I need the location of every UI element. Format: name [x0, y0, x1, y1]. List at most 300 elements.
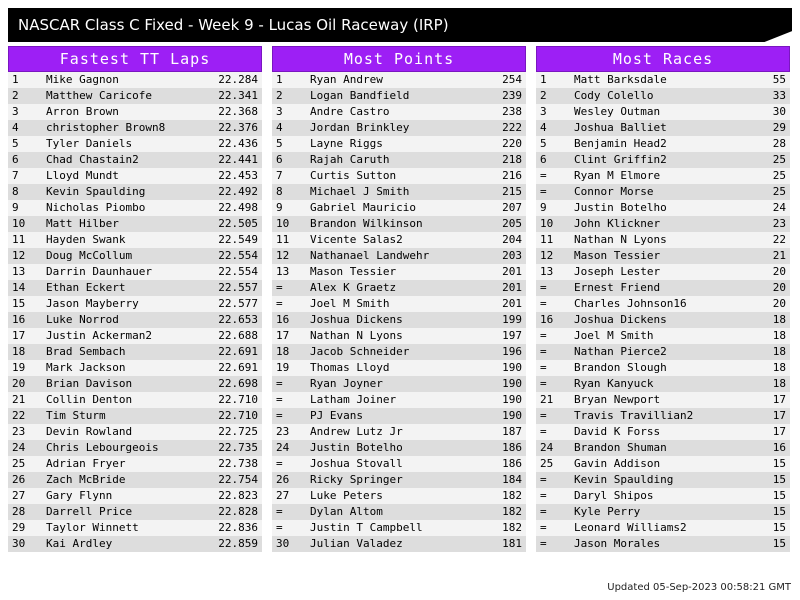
row-value: 33: [772, 89, 786, 102]
panel-most-points: [272, 46, 526, 552]
row-position: 5: [276, 137, 283, 150]
row-position: =: [276, 521, 283, 534]
row-value: 207: [502, 201, 522, 214]
table-row: [536, 248, 790, 264]
row-value: 254: [502, 73, 522, 86]
row-position: =: [540, 505, 547, 518]
table-row: [8, 440, 262, 456]
row-value: 22.698: [218, 377, 258, 390]
row-position: 9: [12, 201, 19, 214]
row-position: 15: [12, 297, 26, 310]
row-driver-name: Darrell Price: [46, 505, 133, 518]
table-row: [272, 280, 526, 296]
row-value: 204: [502, 233, 522, 246]
row-value: 17: [772, 425, 786, 438]
row-position: =: [540, 281, 547, 294]
row-value: 18: [772, 361, 786, 374]
row-driver-name: Matt Hilber: [46, 217, 119, 230]
row-position: =: [540, 345, 547, 358]
row-value: 239: [502, 89, 522, 102]
row-value: 22.577: [218, 297, 258, 310]
row-driver-name: Justin Botelho: [574, 201, 667, 214]
row-driver-name: Mason Tessier: [310, 265, 397, 278]
row-position: 28: [12, 505, 26, 518]
panel-most-races: [536, 46, 790, 552]
table-row: [8, 248, 262, 264]
row-driver-name: Luke Peters: [310, 489, 383, 502]
row-driver-name: Gavin Addison: [574, 457, 661, 470]
table-row: [272, 88, 526, 104]
table-row: [272, 200, 526, 216]
panel-title: Most Points: [343, 50, 455, 68]
row-driver-name: Chris Lebourgeois: [46, 441, 159, 454]
row-value: 22.653: [218, 313, 258, 326]
row-position: 21: [12, 393, 26, 406]
table-row: [8, 264, 262, 280]
table-row: [8, 216, 262, 232]
row-driver-name: Arron Brown: [46, 105, 119, 118]
row-driver-name: Mark Jackson: [46, 361, 126, 374]
row-driver-name: Wesley Outman: [574, 105, 661, 118]
stats-columns: [8, 46, 792, 552]
row-position: 3: [540, 105, 547, 118]
row-position: =: [540, 185, 547, 198]
row-position: 24: [12, 441, 26, 454]
row-value: 30: [772, 105, 786, 118]
row-driver-name: Devin Rowland: [46, 425, 133, 438]
row-driver-name: Lloyd Mundt: [46, 169, 119, 182]
table-row: [8, 232, 262, 248]
row-driver-name: Julian Valadez: [310, 537, 403, 550]
page-title: NASCAR Class C Fixed - Week 9 - Lucas Oil Raceway (IRP): [18, 16, 449, 34]
row-driver-name: Ethan Eckert: [46, 281, 126, 294]
row-value: 197: [502, 329, 522, 342]
row-position: 18: [276, 345, 290, 358]
row-value: 186: [502, 441, 522, 454]
row-driver-name: Rajah Caruth: [310, 153, 390, 166]
row-value: 15: [772, 521, 786, 534]
row-driver-name: Joel M Smith: [574, 329, 654, 342]
row-driver-name: Kai Ardley: [46, 537, 113, 550]
row-driver-name: Ryan Kanyuck: [574, 377, 654, 390]
row-driver-name: Leonard Williams2: [574, 521, 687, 534]
row-value: 184: [502, 473, 522, 486]
row-driver-name: John Klickner: [574, 217, 661, 230]
table-row: [536, 344, 790, 360]
row-value: 22.836: [218, 521, 258, 534]
row-position: 30: [12, 537, 26, 550]
row-position: 12: [12, 249, 26, 262]
row-driver-name: David K Forss: [574, 425, 661, 438]
table-row: [272, 264, 526, 280]
table-row: [536, 520, 790, 536]
table-row: [536, 488, 790, 504]
row-value: 22.691: [218, 345, 258, 358]
table-row: [536, 504, 790, 520]
table-row: [272, 168, 526, 184]
table-row: [272, 376, 526, 392]
row-position: =: [276, 409, 283, 422]
row-value: 28: [772, 137, 786, 150]
table-row: [8, 344, 262, 360]
table-row: [8, 168, 262, 184]
table-row: [8, 296, 262, 312]
row-driver-name: Curtis Sutton: [310, 169, 397, 182]
row-driver-name: Mason Tessier: [574, 249, 661, 262]
table-fastest-tt-laps: [8, 72, 262, 552]
table-row: [536, 456, 790, 472]
table-row: [8, 488, 262, 504]
row-driver-name: Adrian Fryer: [46, 457, 126, 470]
row-position: =: [276, 297, 283, 310]
row-driver-name: Nicholas Piombo: [46, 201, 146, 214]
row-position: 25: [540, 457, 554, 470]
row-position: =: [276, 505, 283, 518]
row-value: 203: [502, 249, 522, 262]
row-position: 17: [276, 329, 290, 342]
row-value: 17: [772, 409, 786, 422]
row-value: 18: [772, 313, 786, 326]
row-driver-name: Kevin Spaulding: [46, 185, 146, 198]
row-driver-name: Travis Travillian2: [574, 409, 694, 422]
row-position: 3: [12, 105, 19, 118]
table-row: [272, 504, 526, 520]
row-driver-name: Kevin Spaulding: [574, 473, 674, 486]
table-row: [272, 456, 526, 472]
row-position: 27: [276, 489, 290, 502]
row-position: =: [540, 329, 547, 342]
table-most-points: [272, 72, 526, 552]
panel-fastest-tt-laps: [8, 46, 262, 552]
row-position: 6: [540, 153, 547, 166]
row-position: 13: [540, 265, 554, 278]
row-position: =: [540, 537, 547, 550]
row-position: 21: [540, 393, 554, 406]
table-row: [272, 248, 526, 264]
row-position: 14: [12, 281, 26, 294]
row-position: 12: [276, 249, 290, 262]
row-driver-name: Dylan Altom: [310, 505, 383, 518]
row-value: 22.436: [218, 137, 258, 150]
row-driver-name: Michael J Smith: [310, 185, 410, 198]
row-position: 9: [540, 201, 547, 214]
table-row: [536, 232, 790, 248]
row-driver-name: Justin Botelho: [310, 441, 403, 454]
row-value: 186: [502, 457, 522, 470]
row-position: 10: [540, 217, 554, 230]
row-driver-name: Layne Riggs: [310, 137, 383, 150]
row-position: 25: [12, 457, 26, 470]
table-row: [272, 104, 526, 120]
table-row: [536, 120, 790, 136]
table-row: [8, 472, 262, 488]
row-value: 25: [772, 169, 786, 182]
row-position: 13: [276, 265, 290, 278]
row-value: 199: [502, 313, 522, 326]
panel-title: Most Races: [612, 50, 714, 68]
row-value: 190: [502, 361, 522, 374]
row-position: =: [276, 457, 283, 470]
table-row: [272, 72, 526, 88]
row-position: 11: [12, 233, 26, 246]
updated-timestamp: Updated 05-Sep-2023 00:58:21 GMT: [607, 582, 791, 593]
table-row: [272, 440, 526, 456]
row-driver-name: Daryl Shipos: [574, 489, 654, 502]
row-value: 18: [772, 377, 786, 390]
table-row: [536, 312, 790, 328]
row-position: 6: [12, 153, 19, 166]
row-value: 20: [772, 297, 786, 310]
row-driver-name: Matt Barksdale: [574, 73, 667, 86]
row-driver-name: Joseph Lester: [574, 265, 661, 278]
row-value: 22.453: [218, 169, 258, 182]
row-position: =: [540, 409, 547, 422]
row-position: =: [540, 489, 547, 502]
row-position: =: [540, 425, 547, 438]
row-driver-name: Nathan N Lyons: [574, 233, 667, 246]
table-row: [8, 280, 262, 296]
row-value: 22.828: [218, 505, 258, 518]
table-row: [272, 424, 526, 440]
row-value: 22: [772, 233, 786, 246]
row-driver-name: Joshua Stovall: [310, 457, 403, 470]
row-value: 22.738: [218, 457, 258, 470]
row-position: 11: [276, 233, 290, 246]
row-value: 22.725: [218, 425, 258, 438]
row-position: =: [540, 473, 547, 486]
row-value: 187: [502, 425, 522, 438]
row-driver-name: Gary Flynn: [46, 489, 113, 502]
table-row: [272, 136, 526, 152]
table-row: [536, 216, 790, 232]
row-position: 2: [276, 89, 283, 102]
row-position: 4: [276, 121, 283, 134]
table-row: [536, 424, 790, 440]
row-driver-name: Hayden Swank: [46, 233, 126, 246]
row-driver-name: Jason Morales: [574, 537, 661, 550]
row-driver-name: Jason Mayberry: [46, 297, 139, 310]
row-position: 13: [12, 265, 26, 278]
row-driver-name: Ryan Joyner: [310, 377, 383, 390]
panel-header-most-races: [536, 46, 790, 72]
row-value: 24: [772, 201, 786, 214]
row-value: 22.710: [218, 393, 258, 406]
row-value: 25: [772, 185, 786, 198]
row-position: 10: [12, 217, 26, 230]
row-value: 205: [502, 217, 522, 230]
row-driver-name: Vicente Salas2: [310, 233, 403, 246]
table-row: [272, 328, 526, 344]
table-row: [272, 184, 526, 200]
row-value: 22.691: [218, 361, 258, 374]
table-row: [536, 296, 790, 312]
row-value: 216: [502, 169, 522, 182]
row-value: 18: [772, 329, 786, 342]
row-value: 22.554: [218, 265, 258, 278]
row-driver-name: Nathan N Lyons: [310, 329, 403, 342]
row-value: 15: [772, 505, 786, 518]
row-position: 1: [540, 73, 547, 86]
row-value: 22.376: [218, 121, 258, 134]
row-driver-name: Thomas Lloyd: [310, 361, 390, 374]
row-driver-name: Joel M Smith: [310, 297, 390, 310]
table-row: [272, 312, 526, 328]
table-row: [8, 136, 262, 152]
row-position: =: [276, 281, 283, 294]
row-position: =: [276, 393, 283, 406]
row-driver-name: Tim Sturm: [46, 409, 106, 422]
table-row: [8, 376, 262, 392]
row-driver-name: Joshua Dickens: [310, 313, 403, 326]
table-row: [272, 296, 526, 312]
row-driver-name: Charles Johnson16: [574, 297, 687, 310]
row-driver-name: Connor Morse: [574, 185, 654, 198]
row-value: 238: [502, 105, 522, 118]
table-row: [8, 72, 262, 88]
panel-title: Fastest TT Laps: [59, 50, 211, 68]
table-row: [8, 328, 262, 344]
row-value: 201: [502, 297, 522, 310]
row-position: 23: [276, 425, 290, 438]
table-row: [8, 104, 262, 120]
row-driver-name: Tyler Daniels: [46, 137, 133, 150]
row-driver-name: Benjamin Head2: [574, 137, 667, 150]
row-position: 24: [276, 441, 290, 454]
row-driver-name: Andre Castro: [310, 105, 390, 118]
table-row: [536, 264, 790, 280]
row-position: 16: [276, 313, 290, 326]
table-row: [536, 536, 790, 552]
row-position: 2: [12, 89, 19, 102]
row-driver-name: PJ Evans: [310, 409, 363, 422]
table-row: [8, 88, 262, 104]
row-driver-name: Jordan Brinkley: [310, 121, 410, 134]
row-driver-name: Justin T Campbell: [310, 521, 423, 534]
row-position: 19: [276, 361, 290, 374]
row-value: 22.735: [218, 441, 258, 454]
row-driver-name: Collin Denton: [46, 393, 133, 406]
row-driver-name: Zach McBride: [46, 473, 126, 486]
row-driver-name: Jacob Schneider: [310, 345, 410, 358]
row-value: 22.688: [218, 329, 258, 342]
row-driver-name: Joshua Balliet: [574, 121, 667, 134]
row-position: 1: [12, 73, 19, 86]
row-driver-name: Ricky Springer: [310, 473, 403, 486]
table-row: [272, 488, 526, 504]
row-value: 215: [502, 185, 522, 198]
row-driver-name: Joshua Dickens: [574, 313, 667, 326]
table-row: [536, 360, 790, 376]
table-row: [8, 152, 262, 168]
row-driver-name: Doug McCollum: [46, 249, 133, 262]
table-row: [8, 520, 262, 536]
row-driver-name: Chad Chastain2: [46, 153, 139, 166]
row-position: 20: [12, 377, 26, 390]
row-position: =: [540, 377, 547, 390]
table-row: [536, 152, 790, 168]
table-row: [272, 232, 526, 248]
row-value: 23: [772, 217, 786, 230]
table-row: [8, 456, 262, 472]
panel-header-fastest-tt-laps: [8, 46, 262, 72]
row-driver-name: Brandon Slough: [574, 361, 667, 374]
row-value: 20: [772, 281, 786, 294]
row-position: 7: [12, 169, 19, 182]
row-driver-name: Luke Norrod: [46, 313, 119, 326]
row-position: 3: [276, 105, 283, 118]
row-value: 55: [772, 73, 786, 86]
row-driver-name: Brandon Shuman: [574, 441, 667, 454]
table-row: [272, 520, 526, 536]
table-row: [536, 328, 790, 344]
row-value: 201: [502, 281, 522, 294]
table-row: [8, 536, 262, 552]
row-position: =: [540, 361, 547, 374]
row-position: 16: [12, 313, 26, 326]
table-row: [536, 472, 790, 488]
table-row: [8, 184, 262, 200]
table-row: [8, 200, 262, 216]
row-driver-name: Brad Sembach: [46, 345, 126, 358]
table-row: [536, 376, 790, 392]
row-value: 182: [502, 521, 522, 534]
table-row: [536, 440, 790, 456]
table-row: [272, 392, 526, 408]
row-position: =: [276, 377, 283, 390]
table-row: [8, 424, 262, 440]
table-row: [8, 120, 262, 136]
row-driver-name: Mike Gagnon: [46, 73, 119, 86]
row-position: 19: [12, 361, 26, 374]
row-position: 26: [12, 473, 26, 486]
table-row: [536, 200, 790, 216]
row-value: 22.557: [218, 281, 258, 294]
row-position: 5: [540, 137, 547, 150]
row-value: 22.859: [218, 537, 258, 550]
header-banner: [8, 8, 792, 42]
row-position: 24: [540, 441, 554, 454]
table-row: [536, 184, 790, 200]
row-value: 20: [772, 265, 786, 278]
table-row: [536, 408, 790, 424]
row-value: 22.341: [218, 89, 258, 102]
row-value: 190: [502, 377, 522, 390]
table-row: [272, 408, 526, 424]
row-position: 29: [12, 521, 26, 534]
row-position: 23: [12, 425, 26, 438]
row-value: 22.710: [218, 409, 258, 422]
table-row: [272, 360, 526, 376]
row-position: 8: [12, 185, 19, 198]
table-row: [8, 360, 262, 376]
row-position: 6: [276, 153, 283, 166]
table-row: [536, 136, 790, 152]
row-position: 9: [276, 201, 283, 214]
row-position: 5: [12, 137, 19, 150]
row-position: =: [540, 521, 547, 534]
table-row: [8, 312, 262, 328]
row-driver-name: Alex K Graetz: [310, 281, 397, 294]
row-driver-name: Brian Davison: [46, 377, 133, 390]
row-driver-name: Kyle Perry: [574, 505, 641, 518]
panel-header-most-points: [272, 46, 526, 72]
row-driver-name: christopher Brown8: [46, 121, 166, 134]
row-position: 8: [276, 185, 283, 198]
row-value: 196: [502, 345, 522, 358]
table-row: [536, 104, 790, 120]
row-driver-name: Taylor Winnett: [46, 521, 139, 534]
row-value: 15: [772, 473, 786, 486]
